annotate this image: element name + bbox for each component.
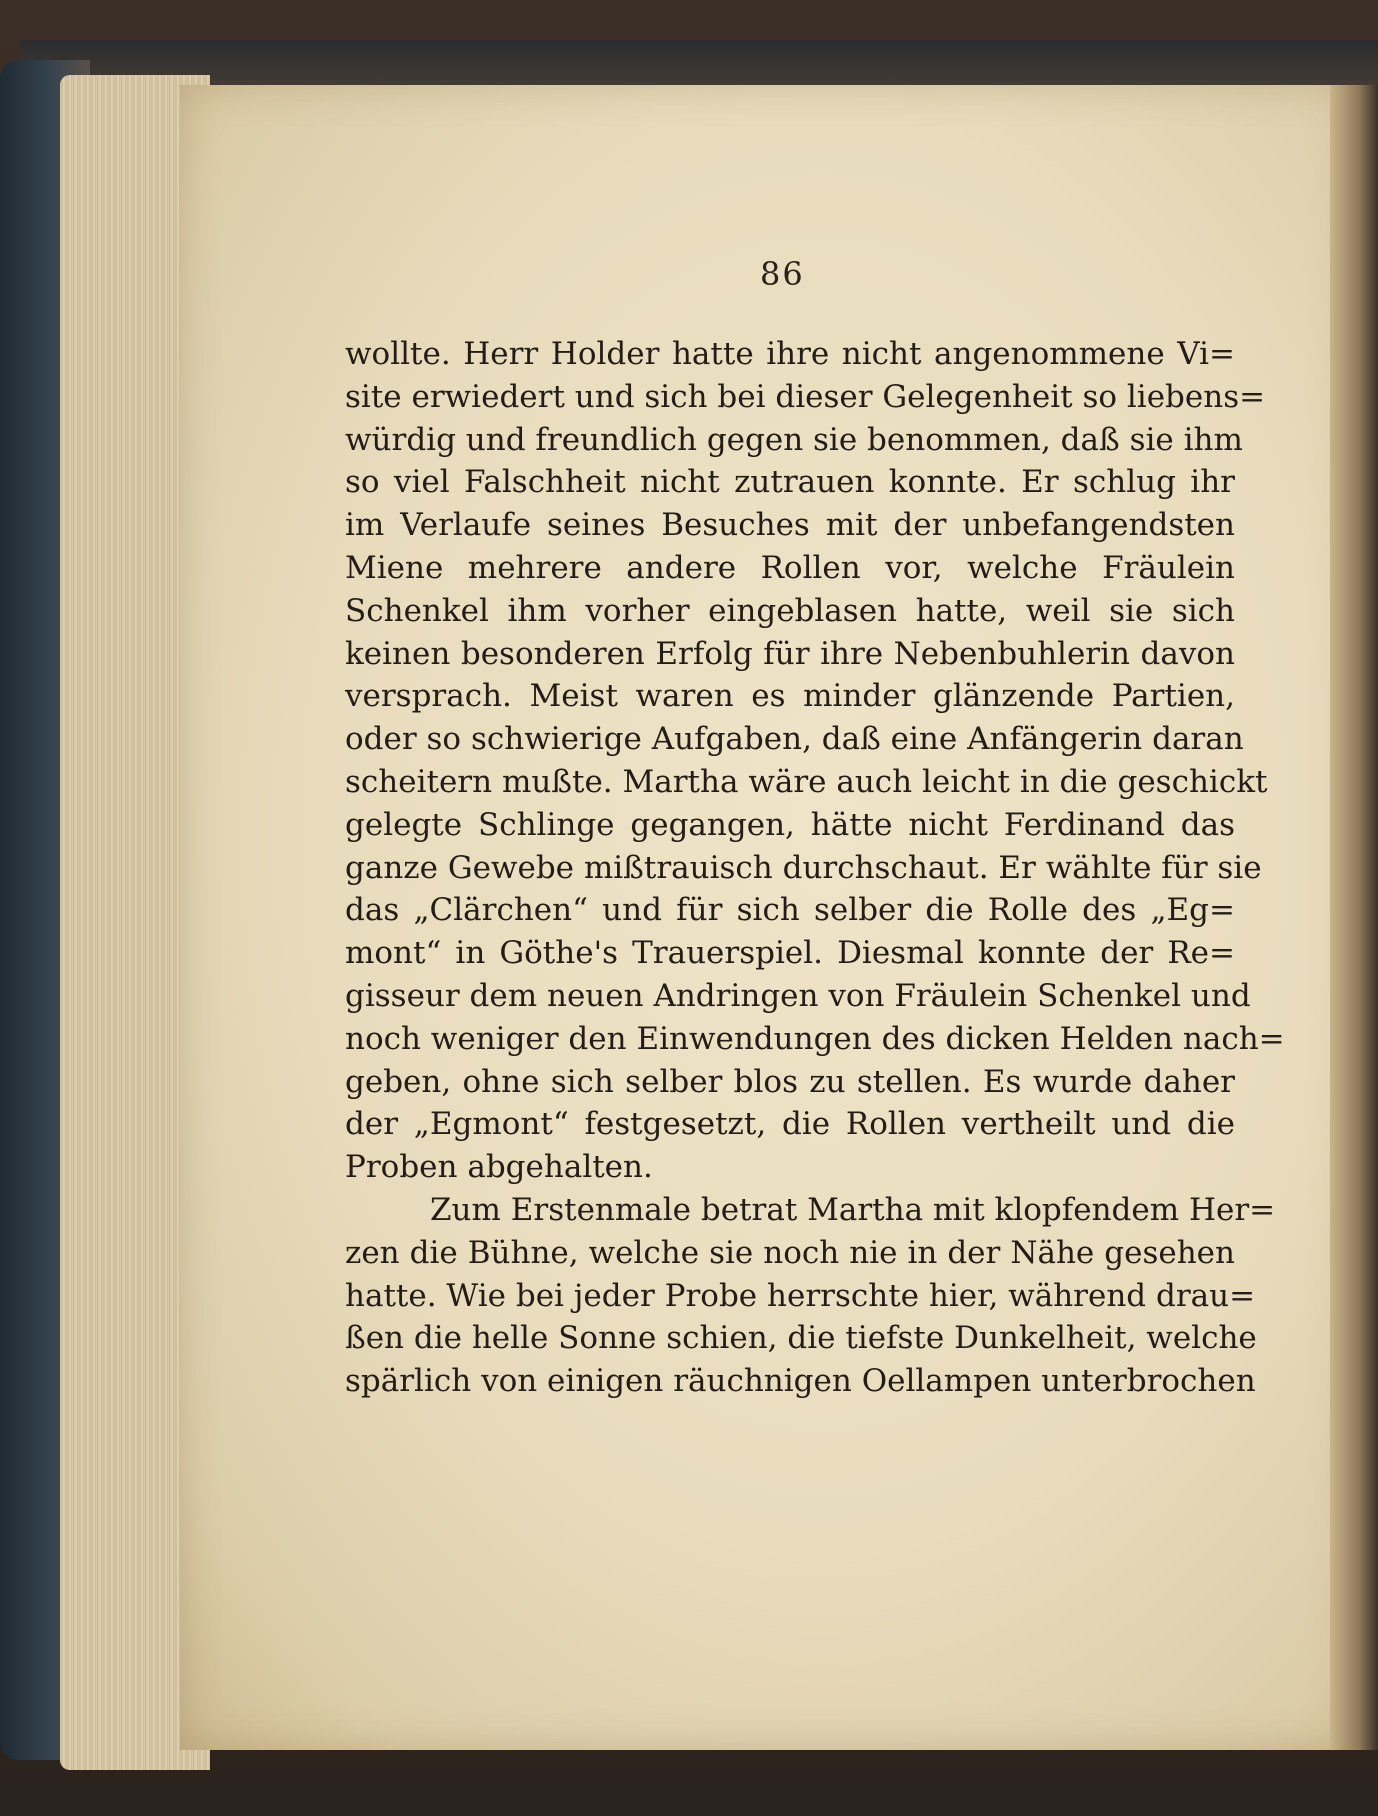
text-line: wollte. Herr Holder hatte ihre nicht angenommene Vi= bbox=[345, 336, 1235, 372]
text-line: keinen besonderen Erfolg für ihre Nebenbuhlerin davon bbox=[345, 635, 1235, 672]
text-line: Schenkel ihm vorher eingeblasen hatte, weil sie sich bbox=[345, 592, 1235, 629]
text-line: das „Clärchen“ und für sich selber die Rolle des „Eg= bbox=[345, 892, 1235, 929]
text-line: spärlich von einigen räuchnigen Oellampen unterbrochen bbox=[345, 1363, 1256, 1400]
text-line: scheitern mußte. Martha wäre auch leicht in die geschickt bbox=[345, 763, 1268, 800]
text-line: hatte. Wie bei jeder Probe herrschte hier, während drau= bbox=[345, 1277, 1256, 1314]
text-line: gelegte Schlinge gegangen, hätte nicht Ferdinand das bbox=[345, 806, 1235, 843]
text-line: noch weniger den Einwendungen des dicken Helden nach= bbox=[345, 1020, 1285, 1057]
text-line: gisseur dem neuen Andringen von Fräulein Schenkel und bbox=[345, 977, 1251, 1014]
page-gutter bbox=[1330, 85, 1378, 1750]
text-line: versprach. Meist waren es minder glänzende Partien, bbox=[345, 678, 1235, 715]
text-line: Proben abgehalten. bbox=[345, 1149, 653, 1186]
text-line: würdig und freundlich gegen sie benommen, daß sie ihm bbox=[345, 421, 1243, 458]
text-line: im Verlaufe seines Besuches mit der unbefangendsten bbox=[345, 507, 1235, 544]
text-line: oder so schwierige Aufgaben, daß eine Anfängerin daran bbox=[345, 721, 1244, 758]
text-line: ganze Gewebe mißtrauisch durchschaut. Er wählte für sie bbox=[345, 849, 1262, 886]
text-line: ßen die helle Sonne schien, die tiefste Dunkelheit, welche bbox=[345, 1320, 1257, 1357]
page-number: 86 bbox=[760, 255, 805, 293]
text-line: Zum Erstenmale betrat Martha mit klopfendem Her= bbox=[430, 1191, 1276, 1228]
text-line: zen die Bühne, welche sie noch nie in der Nähe gesehen bbox=[345, 1234, 1235, 1271]
text-line: mont“ in Göthe's Trauerspiel. Diesmal konnte der Re= bbox=[345, 935, 1235, 972]
text-line: Miene mehrere andere Rollen vor, welche Fräulein bbox=[345, 549, 1235, 586]
text-line: site erwiedert und sich bei dieser Gelegenheit so liebens= bbox=[345, 378, 1266, 415]
text-line: geben, ohne sich selber blos zu stellen. Es wurde daher bbox=[345, 1063, 1235, 1100]
text-line: der „Egmont“ festgesetzt, die Rollen vertheilt und die bbox=[345, 1106, 1235, 1143]
body-text bbox=[345, 333, 1285, 1403]
text-line: so viel Falschheit nicht zutrauen konnte. Er schlug ihr bbox=[345, 464, 1235, 501]
